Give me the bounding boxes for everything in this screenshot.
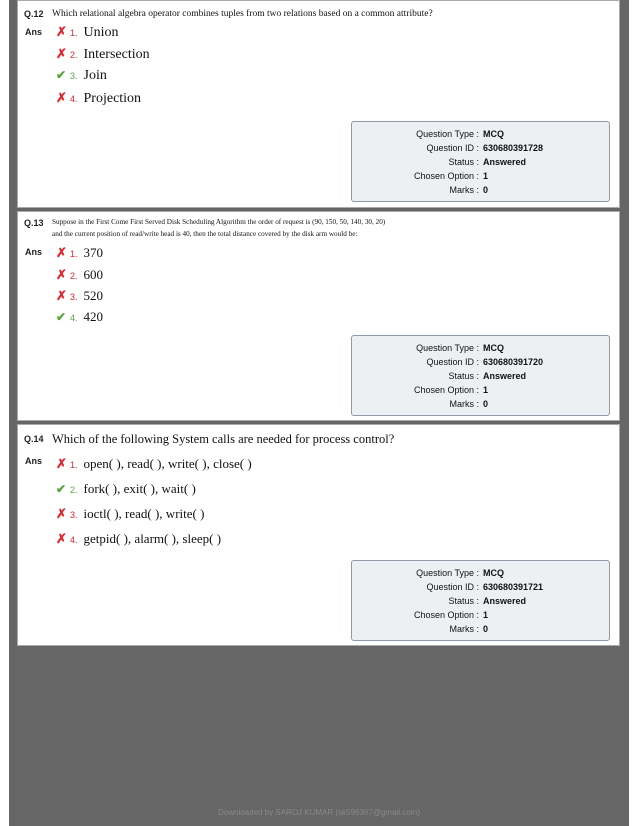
question-text-line-2: and the current position of read/write head is 40, then the total distance covered by the disk arm would be: [52, 230, 358, 238]
question-number: Q.13 [24, 218, 44, 228]
answer-label: Ans [25, 247, 43, 257]
status-value: Answered [483, 596, 527, 606]
option-3 [56, 506, 204, 522]
option-text: getpid( ), alarm( ), sleep( ) [83, 531, 222, 546]
status-label: Status : [448, 157, 479, 167]
marks-value: 0 [483, 624, 489, 634]
chosen-option-label: Chosen Option : [413, 171, 479, 181]
question-text-line-1: Suppose in the First Come First Served Disk Scheduling Algorithm the order of request is (90, 150, 50, 140, 30, 20) [52, 218, 386, 226]
option-3 [56, 288, 103, 304]
option-number: 2. [70, 485, 78, 495]
chosen-option-value: 1 [483, 385, 489, 395]
question-id-label: Question ID : [426, 357, 479, 367]
option-text: 420 [83, 309, 104, 324]
option-1 [56, 245, 103, 261]
option-text: Projection [83, 91, 142, 106]
marks-label: Marks : [449, 624, 479, 634]
option-number: 3. [70, 71, 78, 81]
option-number: 4. [70, 313, 78, 323]
cross-icon: ✗ [56, 90, 67, 105]
question-block-14 [17, 424, 620, 646]
option-text: fork( ), exit( ), wait( ) [83, 481, 196, 496]
status-label: Status : [448, 371, 479, 381]
cross-icon: ✗ [56, 24, 67, 39]
cross-icon: ✗ [56, 506, 67, 521]
question-id-label: Question ID : [426, 582, 479, 592]
question-block-12 [17, 0, 620, 208]
cross-icon: ✗ [56, 46, 67, 61]
question-text: Which relational algebra operator combines tuples from two relations based on a common attribute? [52, 9, 433, 19]
question-id-value: 630680391720 [483, 357, 544, 367]
chosen-option-value: 1 [483, 610, 489, 620]
option-text: open( ), read( ), write( ), close( ) [83, 456, 252, 471]
option-4 [56, 309, 103, 325]
option-text: 600 [83, 267, 104, 282]
option-4 [56, 531, 221, 547]
status-label: Status : [448, 596, 479, 606]
question-type-label: Question Type : [416, 129, 479, 139]
option-number: 3. [70, 510, 78, 520]
option-number: 4. [70, 94, 78, 104]
download-footer: Downloaded by SAROJ KUMAR (sk596367@gmail.com) [218, 808, 420, 817]
option-number: 2. [70, 271, 78, 281]
chosen-option-label: Chosen Option : [413, 610, 479, 620]
status-value: Answered [483, 157, 527, 167]
question-type-value: MCQ [483, 568, 504, 578]
question-type-label: Question Type : [416, 343, 479, 353]
option-number: 2. [70, 50, 78, 60]
option-text: 520 [83, 288, 104, 303]
option-text: Union [83, 25, 119, 40]
question-text: Which of the following System calls are needed for process control? [52, 432, 395, 446]
answer-label: Ans [25, 27, 43, 37]
option-4 [56, 90, 141, 107]
question-id-value: 630680391728 [483, 143, 544, 153]
option-number: 4. [70, 535, 78, 545]
option-text: Intersection [83, 47, 150, 62]
status-value: Answered [483, 371, 527, 381]
check-icon: ✔ [56, 482, 67, 496]
question-number: Q.14 [24, 434, 44, 444]
question-block-13 [17, 211, 620, 421]
question-info-panel [351, 121, 610, 202]
cross-icon: ✗ [56, 456, 67, 471]
option-2 [56, 267, 103, 283]
option-number: 1. [70, 249, 78, 259]
marks-label: Marks : [449, 185, 479, 195]
question-type-value: MCQ [483, 129, 504, 139]
option-number: 1. [70, 460, 78, 470]
option-2 [56, 46, 150, 63]
cross-icon: ✗ [56, 288, 67, 303]
option-text: ioctl( ), read( ), write( ) [83, 506, 205, 521]
question-id-value: 630680391721 [483, 582, 544, 592]
cross-icon: ✗ [56, 245, 67, 260]
answer-label: Ans [25, 456, 43, 466]
marks-label: Marks : [449, 399, 479, 409]
option-1 [56, 24, 119, 41]
question-number: Q.12 [24, 9, 44, 19]
option-number: 1. [70, 28, 78, 38]
question-info-panel [351, 560, 610, 641]
question-info-panel [351, 335, 610, 416]
option-3 [56, 68, 107, 84]
marks-value: 0 [483, 185, 489, 195]
option-number: 3. [70, 292, 78, 302]
chosen-option-label: Chosen Option : [413, 385, 479, 395]
cross-icon: ✗ [56, 531, 67, 546]
chosen-option-value: 1 [483, 171, 489, 181]
cross-icon: ✗ [56, 267, 67, 282]
marks-value: 0 [483, 399, 489, 409]
question-type-value: MCQ [483, 343, 504, 353]
option-text: Join [83, 68, 107, 83]
question-type-label: Question Type : [416, 568, 479, 578]
option-2 [56, 481, 196, 497]
option-text: 370 [83, 245, 104, 260]
question-id-label: Question ID : [426, 143, 479, 153]
check-icon: ✔ [56, 68, 67, 82]
check-icon: ✔ [56, 310, 67, 324]
option-1 [56, 456, 252, 472]
